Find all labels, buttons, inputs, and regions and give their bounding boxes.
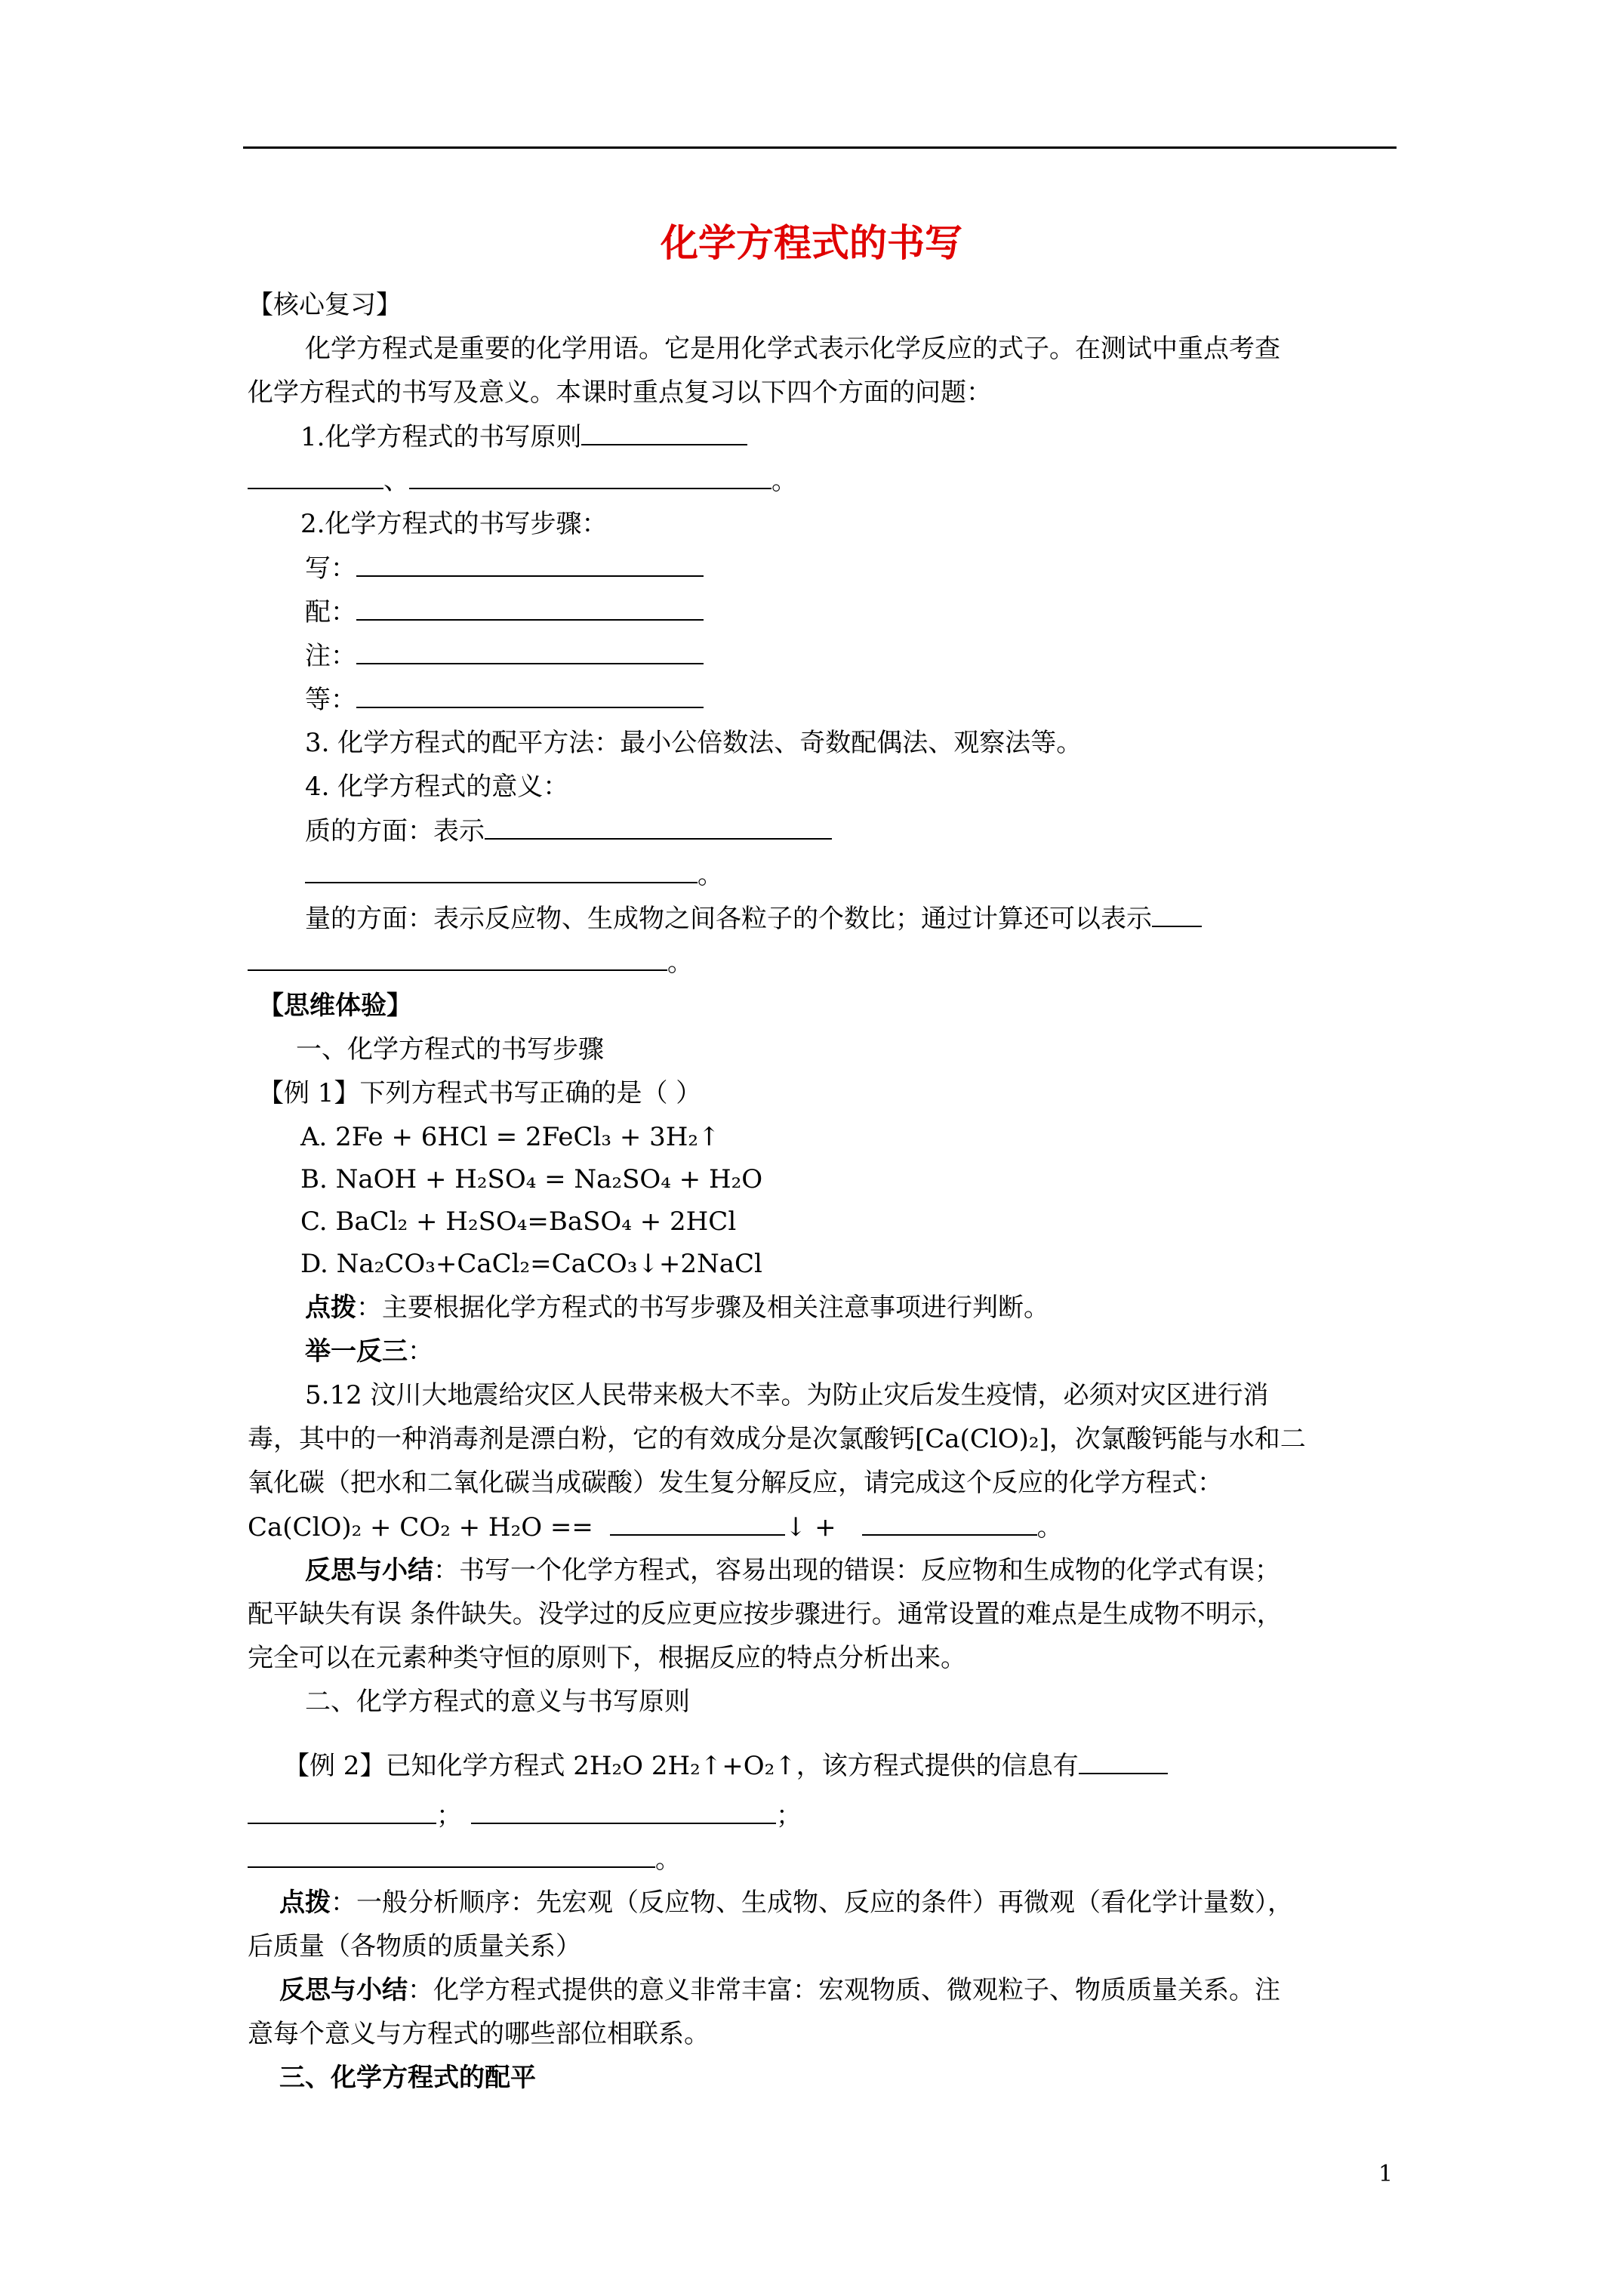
tip-1: 点拨：主要根据化学方程式的书写步骤及相关注意事项进行判断。 <box>305 1293 1049 1323</box>
answer-blank[interactable] <box>248 947 667 971</box>
page-title: 化学方程式的书写 <box>661 220 962 265</box>
core-review-header: 【核心复习】 <box>248 290 402 320</box>
option-b: B. NaOH + H₂SO₄ = Na₂SO₄ + H₂O <box>300 1164 763 1194</box>
reflection-2-line-2: 意每个意义与方程式的哪些部位相联系。 <box>248 2019 710 2049</box>
quantity-cont-line: 。 <box>248 947 693 978</box>
section-heading-2: 二、化学方程式的意义与书写原则 <box>305 1687 690 1717</box>
quality-cont-line: 。 <box>305 859 723 890</box>
answer-blank[interactable] <box>305 859 698 883</box>
question-line-2: 毒，其中的一种消毒剂是漂白粉，它的有效成分是次氯酸钙[Ca(ClO)₂]，次氯酸钙能与水和二 <box>248 1424 1306 1454</box>
option-a: A. 2Fe + 6HCl = 2FeCl₃ + 3H₂↑ <box>300 1122 720 1152</box>
answer-blank[interactable] <box>862 1512 1037 1536</box>
reflection-2-line-1: 反思与小结：化学方程式提供的意义非常丰富：宏观物质、微观粒子、物质质量关系。注 <box>279 1975 1280 2005</box>
step-equal: 等： <box>305 684 704 715</box>
quantity-line: 量的方面：表示反应物、生成物之间各粒子的个数比；通过计算还可以表示 <box>305 903 1202 934</box>
answer-blank[interactable] <box>356 684 704 708</box>
answer-blank[interactable] <box>485 815 832 840</box>
step-balance: 配： <box>305 596 704 627</box>
answer-blank[interactable] <box>356 640 704 664</box>
answer-blank[interactable] <box>409 465 771 489</box>
answer-blank[interactable] <box>248 1800 436 1824</box>
separator: 、 <box>383 466 409 496</box>
meaning-heading: 4. 化学方程式的意义： <box>305 772 569 802</box>
period: 。 <box>771 466 797 496</box>
principle-cont-line <box>248 465 797 496</box>
step-annotate: 注： <box>305 640 704 671</box>
reaction-equation: Ca(ClO)₂ + CO₂ + H₂O == ↓ + 。 <box>248 1512 1063 1542</box>
example-1: 【例 1】下列方程式书写正确的是（ ） <box>258 1078 702 1108</box>
intro-line-2: 化学方程式的书写及意义。本课时重点复习以下四个方面的问题： <box>248 378 992 408</box>
answer-blank[interactable] <box>356 553 704 577</box>
reflection-1-line-2: 配平缺失有误 条件缺失。没学过的反应更应按步骤进行。通常设置的难点是生成物不明示， <box>248 1599 1283 1629</box>
reflection-1-line-1: 反思与小结：书写一个化学方程式，容易出现的错误：反应物和生成物的化学式有误； <box>305 1555 1280 1586</box>
question-line-3: 氧化碳（把水和二氧化碳当成碳酸）发生复分解反应，请完成这个反应的化学方程式： <box>248 1468 1223 1498</box>
answer-blank[interactable] <box>356 596 704 621</box>
principle-line <box>300 421 747 452</box>
header-rule <box>243 146 1397 149</box>
intro-line-1: 化学方程式是重要的化学用语。它是用化学式表示化学反应的式子。在测试中重点考查 <box>305 334 1280 364</box>
answer-blank[interactable] <box>471 1800 776 1824</box>
steps-heading: 2.化学方程式的书写步骤： <box>300 509 608 539</box>
page-number: 1 <box>1378 2161 1394 2187</box>
tip-2-line-2: 后质量（各物质的质量关系） <box>248 1931 581 1962</box>
section-heading-1: 一、化学方程式的书写步骤 <box>296 1034 604 1065</box>
option-c: C. BaCl₂ + H₂SO₄=BaSO₄ + 2HCl <box>300 1207 737 1237</box>
option-d: D. Na₂CO₃+CaCl₂=CaCO₃↓+2NaCl <box>300 1249 762 1279</box>
balancing-methods: 3. 化学方程式的配平方法：最小公倍数法、奇数配偶法、观察法等。 <box>305 728 1083 758</box>
answer-blank[interactable] <box>248 1844 655 1868</box>
principle-label: 1.化学方程式的书写原则 <box>300 422 582 452</box>
thinking-header: 【思维体验】 <box>258 991 412 1021</box>
answer-blank[interactable] <box>610 1512 785 1536</box>
answer-blank[interactable] <box>1079 1750 1168 1774</box>
quality-line: 质的方面：表示 <box>305 815 832 846</box>
example-2-blanks: ； ； <box>248 1800 802 1831</box>
answer-blank[interactable] <box>581 421 747 445</box>
question-line-1: 5.12 汶川大地震给灾区人民带来极大不幸。为防止灾后发生疫情，必须对灾区进行消 <box>305 1380 1269 1410</box>
example-2: 【例 2】已知化学方程式 2H₂O 2H₂↑+O₂↑，该方程式提供的信息有 <box>284 1750 1168 1781</box>
answer-blank[interactable] <box>1152 903 1202 927</box>
tip-2-line-1: 点拨：一般分析顺序：先宏观（反应物、生成物、反应的条件）再微观（看化学计量数）， <box>279 1888 1293 1918</box>
example-2-blank-last: 。 <box>248 1844 681 1875</box>
answer-blank[interactable] <box>248 465 383 489</box>
step-write: 写： <box>305 553 704 584</box>
practice-label: 举一反三： <box>305 1336 433 1367</box>
reflection-1-line-3: 完全可以在元素种类守恒的原则下，根据反应的特点分析出来。 <box>248 1643 966 1673</box>
section-heading-3: 三、化学方程式的配平 <box>279 2063 536 2093</box>
